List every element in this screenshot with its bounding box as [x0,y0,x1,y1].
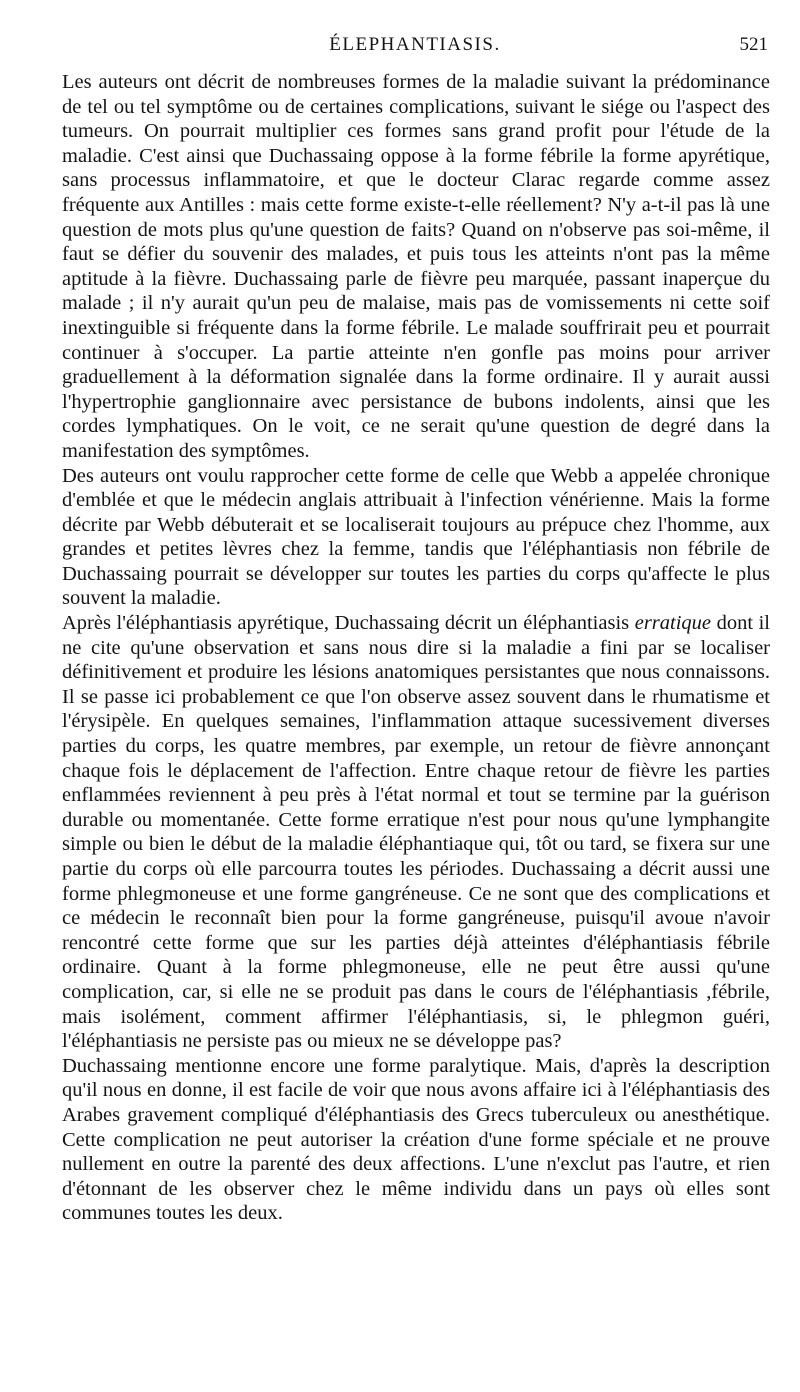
paragraph-webb-comparison: Des auteurs ont voulu rapprocher cette forme de celle que Webb a appelée chronique d'emblée et que le médecin anglais attribuait à l'infection vénérienne. Mais la forme décrite par Webb débuterait et se localiserait toujours au prépuce chez l'homme, aux grandes et petites lèvres chez la femme, tandis que l'éléphantiasis non fébrile de Duchassaing pourrait se développer sur toutes les parties du corps qu'affecte le plus souvent la maladie. [62,464,770,610]
paragraph-paralytic-form: Duchassaing mentionne encore une forme paralytique. Mais, d'après la description qu'il nous en donne, il est facile de voir que nous avons affaire ici à l'éléphantiasis des Arabes gravement compliqué d'éléphantiasis des Grecs tuberculeux ou anesthétique. Cette complication ne peut autoriser la création d'une forme spéciale et ne prouve nullement en outre la parenté des deux affections. L'une n'exclut pas l'autre, et rien d'étonnant de les observer chez le même individu dans un pays où elles sont communes toutes les deux. [62,1054,770,1225]
running-head: ÉLEPHANTIASIS. [329,34,501,55]
emphasized-term: erratique [634,612,712,635]
page-number: 521 [739,34,768,55]
paragraph-erratic-form [62,611,770,1054]
page-header [62,28,768,62]
paragraph-erratic-text-after: dont il ne cite qu'une observation et sans nous dire si la maladie a fini par se localiser définitivement et produire les lésions anatomiques persistantes que nous connaissons. Il se passe ici probablement ce que l'on observe assez souvent dans le rhumatisme et l'érysipèle. En quelques semaines, l'inflammation attaque sucessivement diverses parties du corps, les quatre membres, par exemple, un retour de fièvre annonçant chaque fois le déplacement de l'affection. Entre chaque retour de fièvre les parties enflammées reviennent à peu près à l'état normal et tout se termine par la guérison durable ou momentanée. Cette forme erratique n'est pour nous qu'une lymphangite simple ou bien le début de la maladie éléphantiaque qui, tôt ou tard, se fixera sur une partie du corps où elle parcourra toutes les périodes. Duchassaing a décrit aussi une forme phlegmoneuse et une forme gangréneuse. Ce ne sont que des complications et ce médecin le reconnaît bien pour la forme gangréneuse, puisqu'il avoue n'avoir rencontré cette forme que sur les parties déjà atteintes d'éléphantiasis fébrile ordinaire. Quant à la forme phlegmoneuse, elle ne peut être aussi qu'une complication, car, si elle ne se produit pas dans le cours de l'éléphantiasis ,fébrile, mais isolément, comment affirmer l'éléphantiasis, si, le phlegmon guéri, l'éléphantiasis ne persiste pas ou mieux ne se développe pas? [62,612,771,1053]
paragraph-forms-overview: Les auteurs ont décrit de nombreuses formes de la maladie suivant la prédominance de tel ou tel symptôme ou de certaines complications, suivant le siége ou l'aspect des tumeurs. On pourrait multiplier ces formes sans grand profit pour l'étude de la maladie. C'est ainsi que Duchassaing oppose à la forme fébrile la forme apyrétique, sans processus inflammatoire, et que le docteur Clarac regarde comme assez fréquente aux Antilles : mais cette forme existe-t-elle réellement? N'y a-t-il pas là une question de mots plus qu'une question de faits? Quand on n'observe pas soi-même, il faut se défier du souvenir des malades, et puis tous les atteints n'ont pas la même aptitude à la fièvre. Duchassaing parle de fièvre peu marquée, passant inaperçue du malade ; il n'y aurait qu'un peu de malaise, mais pas de vomissements ni cette soif inextinguible si fréquente dans la forme fébrile. Le malade souffrirait peu et pourrait continuer à s'occuper. La partie atteinte n'en gonfle pas moins pour arriver graduellement à la déformation signalée dans la forme ordinaire. Il y aurait aussi l'hypertrophie ganglionnaire avec persistance de bubons indolents, ainsi que les cordes lymphatiques. On le voit, ce ne serait qu'une question de degré dans la manifestation des symptômes. [62,71,770,462]
paragraph-erratic-text-before: Après l'éléphantiasis apyrétique, Duchassaing décrit un éléphantiasis [62,612,635,635]
body-text [62,70,770,1226]
